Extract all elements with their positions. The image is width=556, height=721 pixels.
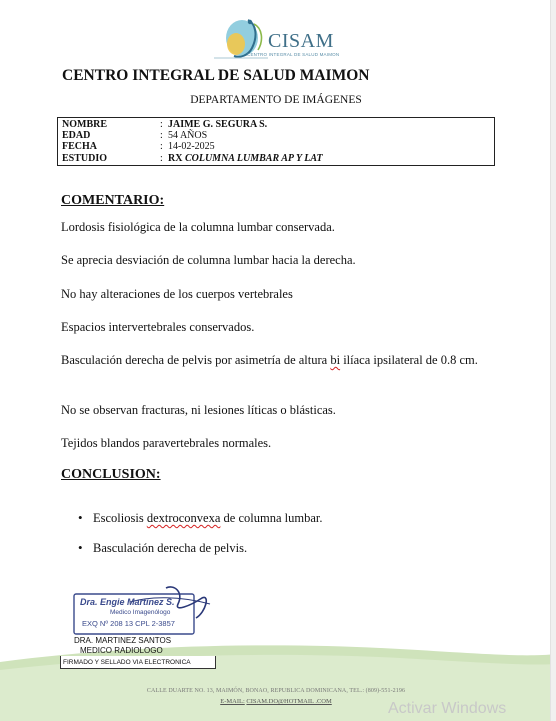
value-estudio: [168, 153, 323, 164]
value-fecha: 14-02-2025: [168, 141, 215, 153]
label-nombre: NOMBRE: [62, 119, 107, 130]
organization-title: CENTRO INTEGRAL DE SALUD MAIMON: [62, 67, 370, 84]
study-name: COLUMNA LUMBAR AP Y LAT: [184, 152, 323, 164]
conclusion-item: • Basculación derecha de pelvis.: [78, 540, 322, 556]
conclusion-item: • Escoliosis dextroconvexa de columna lumbar.: [78, 510, 322, 526]
comentario-heading: COMENTARIO:: [61, 193, 165, 208]
comment-paragraph: Espacios intervertebrales conservados.: [61, 320, 255, 334]
comment-paragraph: Se aprecia desviación de columna lumbar hacia la derecha.: [61, 253, 356, 267]
signature-stamp: [70, 582, 220, 637]
patient-row-study: [62, 153, 490, 164]
page-edge: [550, 0, 556, 721]
doctor-block: [74, 636, 171, 656]
comment-paragraph: No se observan fracturas, ni lesiones líticas o blásticas.: [61, 403, 336, 417]
logo-text: CISAM: [268, 30, 334, 52]
patient-row-date: [62, 141, 490, 152]
footer-email: E-MAIL: CISAM.DO@HOTMAIL .COM: [220, 698, 332, 705]
signature-role: Medico Imagenólogo: [110, 609, 171, 616]
comment-paragraph: Lordosis fisiológica de la columna lumbar conservada.: [61, 220, 335, 234]
value-nombre: JAIME G. SEGURA S.: [168, 119, 268, 130]
patient-info-box: [57, 117, 495, 166]
department-title: DEPARTAMENTO DE IMÁGENES: [190, 94, 362, 106]
footer-address: CALLE DUARTE NO. 13, MAIMÓN, BONAO, REPUBLICA DOMINICANA, TEL.: (809)-551-2196: [146, 688, 406, 694]
conclusion-list: [78, 510, 322, 570]
comment-paragraph: No hay alteraciones de los cuerpos vertebrales: [61, 287, 293, 301]
study-prefix: RX: [168, 152, 183, 164]
signature-exq: EXQ Nº 208 13 CPL 2-3857: [82, 619, 175, 628]
conclusion-heading: CONCLUSION:: [61, 467, 161, 482]
comment-paragraph: Basculación derecha de pelvis por asimetría de altura bi ilíaca ipsilateral de 0.8 cm.: [61, 353, 478, 367]
label-estudio: ESTUDIO: [62, 152, 108, 164]
doctor-title: MEDICO RADIOLOGO: [80, 646, 163, 655]
value-edad: 54 AÑOS: [168, 130, 208, 142]
doctor-name: DRA. MARTINEZ SANTOS: [74, 636, 172, 645]
label-edad: EDAD: [62, 130, 91, 142]
separator: :: [160, 130, 163, 142]
logo-subtitle: CENTRO INTEGRAL DE SALUD MAIMON: [247, 52, 340, 57]
label-fecha: FECHA: [62, 141, 97, 153]
separator: :: [160, 119, 163, 130]
comment-paragraph: Tejidos blandos paravertebrales normales.: [61, 436, 272, 450]
patient-row-age: [62, 130, 490, 141]
separator: :: [160, 152, 163, 164]
patient-row-name: [62, 119, 490, 130]
spellcheck-word[interactable]: bi: [330, 353, 341, 367]
email-link[interactable]: CISAM.DO@HOTMAIL .COM: [246, 698, 332, 705]
activate-windows-watermark: Activar Windows: [388, 700, 507, 717]
signed-electronically-box: FIRMADO Y SELLADO VIA ELECTRONICA: [60, 656, 216, 669]
signature-name: Dra. Engie Martinez S.: [80, 597, 175, 607]
separator: :: [160, 141, 163, 153]
spellcheck-word[interactable]: dextroconvexa: [146, 511, 221, 525]
